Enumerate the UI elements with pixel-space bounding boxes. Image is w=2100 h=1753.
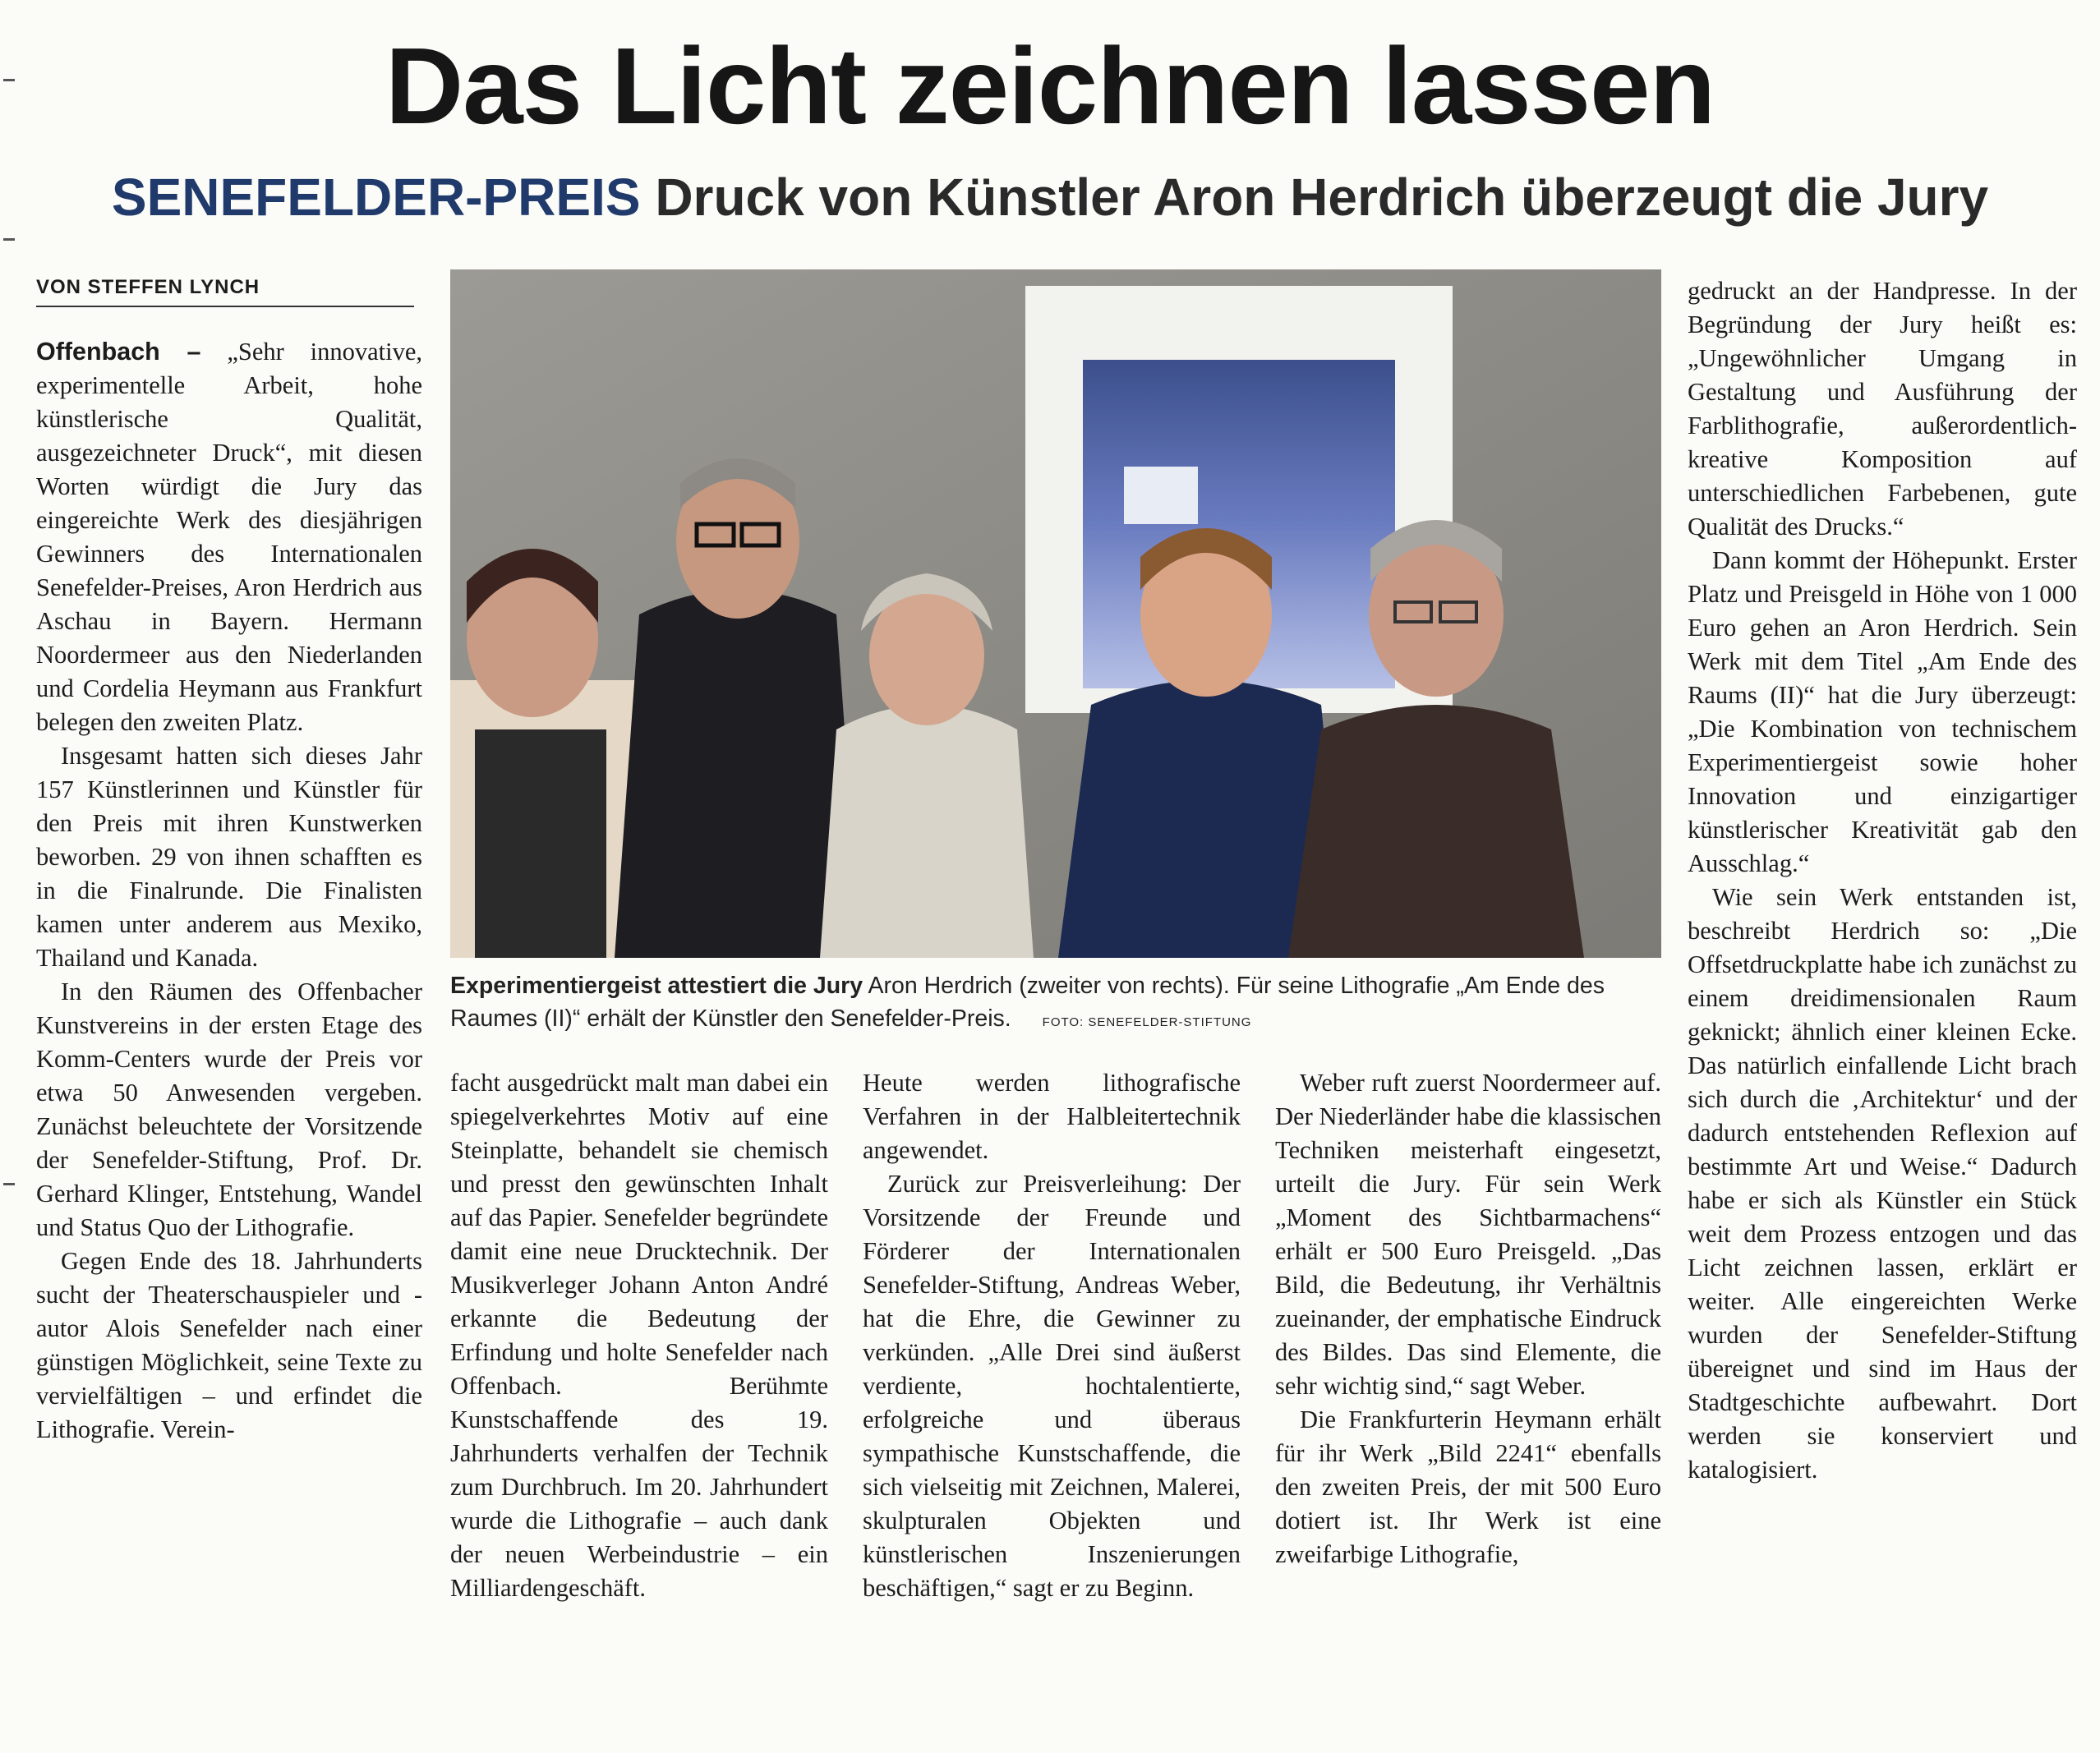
subheadline-text: Druck von Künstler Aron Herdrich überzeugt die Jury xyxy=(655,168,1989,227)
paragraph: Wie sein Werk entstanden ist, beschreibt Herdrich so: „Die Offsetdruckplatte habe ich zunächst zu einem dreidimensionalen Raum geknickt; ähnlich einer kleinen Ecke. Das natürlich einfallende Licht brach sich durch die ‚Architektur‘ und der dadurch entstehenden Reflexion auf bestimmte Art und Weise.“ Dadurch habe er sich als Künstler ein Stück weit dem Prozess entzogen und das Licht zeichnen lassen, erklärt er weiter. Alle eingereichten Werke wurden der Senefelder-Stiftung übereignet und sind im Haus der Stadtgeschichte aufbewahrt. Dort werden sie konserviert und katalogisiert. xyxy=(1688,883,2077,1484)
paragraph xyxy=(36,335,422,739)
article-column-5 xyxy=(1688,274,2077,1487)
paragraph: facht ausgedrückt malt man dabei ein spiegelverkehrtes Motiv auf eine Steinplatte, behandelt sie chemisch und presst den gewünschten Inhalt auf das Papier. Senefelder begründete damit eine neue Drucktechnik. Der Musikverleger Johann Anton André erkannte die Bedeutung der Erfindung und holte Senefelder nach Offenbach. Berühmte Kunstschaffende des 19. Jahrhunderts verhalfen der Technik zum Durchbruch. Im 20. Jahrhundert wurde die Lithografie – auch dank der neuen Werbeindustrie – ein Milliardengeschäft. xyxy=(450,1069,828,1602)
headline: Das Licht zeichnen lassen xyxy=(385,25,1715,146)
paragraph: gedruckt an der Handpresse. In der Begründung der Jury heißt es: „Ungewöhnlicher Umgang in Gestaltung und Ausführung der Farblithografie, außerordentlich-kreative Komposition auf unterschiedlichen Farbebenen, gute Qualität des Drucks.“ xyxy=(1688,277,2077,541)
article-column-2 xyxy=(450,1066,828,1605)
subheadline xyxy=(0,164,2100,230)
article-column-3 xyxy=(863,1066,1241,1605)
paragraph: Insgesamt hatten sich dieses Jahr 157 Künstlerinnen und Künstler für den Preis mit ihren Kunstwerken beworben. 29 von ihnen schafften es in die Finalrunde. Die Finalisten kamen unter anderem aus Mexiko, Thailand und Kanada. xyxy=(36,742,422,972)
byline: VON STEFFEN LYNCH xyxy=(36,274,414,307)
paragraph-text: „Sehr innovative, experimentelle Arbeit, hohe künstlerische Qualität, ausgezeichneter Druck“, mit diesen Worten würdigt die Jury das eingereichte Werk des diesjährigen Gewinners des Internationalen Senefelder-Preises, Aron Herdrich aus Aschau in Bayern. Hermann Noordermeer aus den Niederlanden und Cordelia Heymann aus Frankfurt belegen den zweiten Platz. xyxy=(36,338,422,736)
crop-mark xyxy=(3,238,15,241)
caption-text: Aron Herdrich (zweiter von rechts). Für seine Lithografie „Am Ende des Raumes (II)“ erhält der Künstler den Senefelder-Preis. xyxy=(450,973,1605,1032)
crop-mark xyxy=(3,79,15,81)
paragraph: Weber ruft zuerst Noordermeer auf. Der Niederländer habe die klassischen Techniken meisterhaft eingesetzt, urteilt die Jury. Für sein Werk „Moment des Sichtbarmachens“ erhält er 500 Euro Preisgeld. „Das Bild, die Bedeutung, ihr Verhältnis zueinander, der emphatische Eindruck des Bildes. Das sind Elemente, die sehr wichtig sind,“ sagt Weber. xyxy=(1275,1069,1661,1400)
article-column-4 xyxy=(1275,1066,1661,1571)
caption-lead: Experimentiergeist attestiert die Jury xyxy=(450,973,863,999)
article-photo xyxy=(450,269,1661,958)
paragraph: Die Frankfurterin Heymann erhält für ihr Werk „Bild 2241“ ebenfalls den zweiten Preis, der mit 500 Euro dotiert ist. Ihr Werk ist eine zweifarbige Lithografie, xyxy=(1275,1406,1661,1568)
paragraph: Zurück zur Preisverleihung: Der Vorsitzende der Freunde und Förderer der Internationalen Senefelder-Stiftung, Andreas Weber, hat die Ehre, die Gewinner zu verkünden. „Alle Drei sind äußerst verdiente, hochtalentierte, erfolgreiche und überaus sympathische Kunstschaffende, die sich vielseitig mit Zeichnen, Malerei, skulpturalen Objekten und künstlerischen Inszenierungen beschäftigen,“ sagt er zu Beginn. xyxy=(863,1170,1241,1602)
paragraph: Gegen Ende des 18. Jahrhunderts sucht der Theaterschauspieler und -autor Alois Senefelder nach einer günstigen Möglichkeit, seine Texte zu vervielfältigen – und erfindet die Lithografie. Verein- xyxy=(36,1247,422,1443)
photo-credit: FOTO: SENEFELDER-STIFTUNG xyxy=(1042,1015,1252,1029)
crop-mark xyxy=(3,1183,15,1185)
dateline: Offenbach – xyxy=(36,338,201,366)
paragraph: Heute werden lithografische Verfahren in der Halbleitertechnik angewendet. xyxy=(863,1069,1241,1164)
kicker: SENEFELDER-PREIS xyxy=(111,168,641,227)
paragraph: Dann kommt der Höhepunkt. Erster Platz und Preisgeld in Höhe von 1 000 Euro gehen an Aron Herdrich. Sein Werk mit dem Titel „Am Ende des Raums (II)“ hat die Jury überzeugt: „Die Kombination von technischem Experimentiergeist sowie hoher Innovation und einzigartiger künstlerischer Kreativität gab den Ausschlag.“ xyxy=(1688,546,2077,877)
paragraph: In den Räumen des Offenbacher Kunstvereins in der ersten Etage des Komm-Centers wurde der Preis vor etwa 50 Anwesenden vergeben. Zunächst beleuchtete der Vorsitzende der Senefelder-Stiftung, Prof. Dr. Gerhard Klinger, Entstehung, Wandel und Status Quo der Lithografie. xyxy=(36,978,422,1241)
article-column-1 xyxy=(36,335,422,1447)
group-photo-illustration xyxy=(450,269,1661,958)
photo-caption xyxy=(450,969,1661,1039)
